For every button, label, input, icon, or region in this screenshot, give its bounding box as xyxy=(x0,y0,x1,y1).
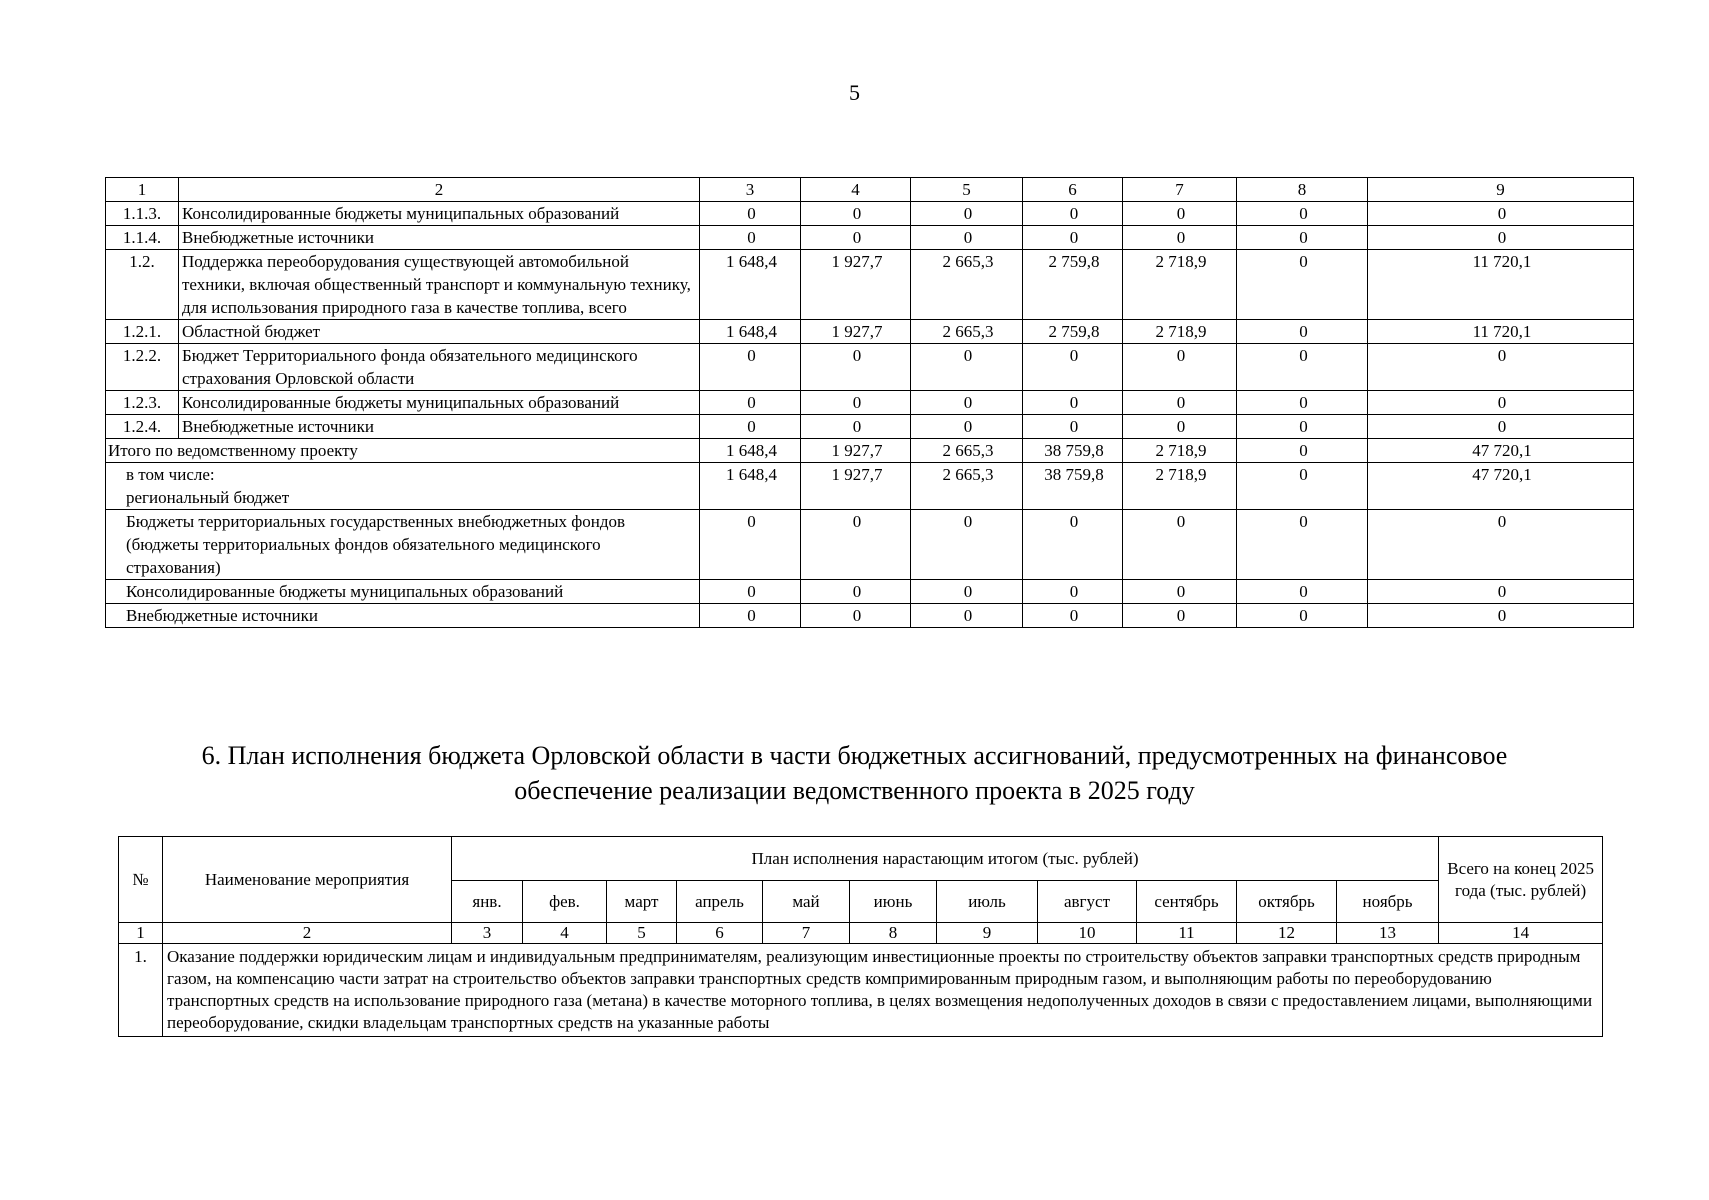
row-code: 1.2. xyxy=(106,250,179,320)
cell-value: 0 xyxy=(801,415,911,439)
row-code: 1.2.1. xyxy=(106,320,179,344)
row-name: Областной бюджет xyxy=(179,320,700,344)
cell-value: 0 xyxy=(1368,510,1634,580)
cell-value: 0 xyxy=(1237,604,1368,628)
cell-value: 2 665,3 xyxy=(911,320,1023,344)
cell-value: 2 718,9 xyxy=(1123,463,1237,510)
row-code: 1.2.4. xyxy=(106,415,179,439)
column-number: 4 xyxy=(801,178,911,202)
cell-value: 0 xyxy=(1023,202,1123,226)
col-header-plan: План исполнения нарастающим итогом (тыс. рублей) xyxy=(452,837,1439,881)
cell-value: 2 718,9 xyxy=(1123,439,1237,463)
column-number: 13 xyxy=(1337,923,1439,944)
month-header: июнь xyxy=(850,881,937,923)
cell-value: 0 xyxy=(801,604,911,628)
cell-value: 0 xyxy=(911,604,1023,628)
column-number: 6 xyxy=(677,923,763,944)
cell-value: 0 xyxy=(700,226,801,250)
cell-value: 0 xyxy=(1237,202,1368,226)
row-description: Оказание поддержки юридическим лицам и индивидуальным предпринимателям, реализующим инвестиционные проекты по строительству объектов заправки транспортных средств природным газом, на компенсацию части затрат на строительство объектов заправки транспортных средств компримированным природным газом, и выполняющим работы по переоборудованию транспортных средств на использование природного газа (метана) в качестве моторного топлива, в целях возмещения недополученных доходов в связи с предоставлением лицами, выполняющими переоборудование, скидки владельцам транспортных средств на указанные работы xyxy=(163,944,1603,1037)
month-header: фев. xyxy=(523,881,607,923)
cell-value: 2 718,9 xyxy=(1123,250,1237,320)
cell-value: 0 xyxy=(700,604,801,628)
cell-value: 0 xyxy=(801,226,911,250)
cell-value: 0 xyxy=(1368,202,1634,226)
row-code: 1.2.2. xyxy=(106,344,179,391)
column-number: 5 xyxy=(607,923,677,944)
cell-value: 11 720,1 xyxy=(1368,250,1634,320)
row-number: 1. xyxy=(119,944,163,1037)
cell-value: 38 759,8 xyxy=(1023,439,1123,463)
col-header-name: Наименование мероприятия xyxy=(163,837,452,923)
cell-value: 11 720,1 xyxy=(1368,320,1634,344)
sub-row xyxy=(106,604,1634,628)
budget-table xyxy=(105,177,1634,628)
row-name: Консолидированные бюджеты муниципальных образований xyxy=(179,202,700,226)
cell-value: 0 xyxy=(1368,415,1634,439)
cell-value: 0 xyxy=(801,391,911,415)
cell-value: 2 665,3 xyxy=(911,463,1023,510)
plan-header-row xyxy=(119,837,1603,881)
cell-value: 0 xyxy=(1123,344,1237,391)
cell-value: 0 xyxy=(1123,391,1237,415)
column-number: 9 xyxy=(1368,178,1634,202)
table-row xyxy=(106,226,1634,250)
table-row xyxy=(106,250,1634,320)
column-number-row xyxy=(119,923,1603,944)
cell-value: 0 xyxy=(801,510,911,580)
month-header: май xyxy=(763,881,850,923)
cell-value: 0 xyxy=(911,202,1023,226)
month-header: июль xyxy=(937,881,1038,923)
cell-value: 47 720,1 xyxy=(1368,463,1634,510)
sub-row-name: Внебюджетные источники xyxy=(106,604,700,628)
column-number: 10 xyxy=(1038,923,1137,944)
cell-value: 0 xyxy=(1023,344,1123,391)
cell-value: 0 xyxy=(1123,202,1237,226)
cell-value: 1 927,7 xyxy=(801,463,911,510)
table-row xyxy=(106,202,1634,226)
total-row xyxy=(106,439,1634,463)
column-number: 8 xyxy=(1237,178,1368,202)
section-heading-line: 6. План исполнения бюджета Орловской области в части бюджетных ассигнований, предусмотренных на финансовое xyxy=(201,741,1508,770)
cell-value: 0 xyxy=(911,391,1023,415)
column-number: 8 xyxy=(850,923,937,944)
table-row xyxy=(106,415,1634,439)
table-row xyxy=(106,391,1634,415)
section-heading xyxy=(0,738,1709,808)
row-name: Поддержка переоборудования существующей автомобильной техники, включая общественный транспорт и коммунальную технику, для использования природного газа в качестве топлива, всего xyxy=(179,250,700,320)
cell-value: 0 xyxy=(1237,226,1368,250)
cell-value: 0 xyxy=(1368,344,1634,391)
column-number: 11 xyxy=(1137,923,1237,944)
table-row xyxy=(106,320,1634,344)
sub-row-name: Бюджеты территориальных государственных внебюджетных фондов (бюджеты территориальных фондов обязательного медицинского страхования) xyxy=(106,510,700,580)
column-number: 3 xyxy=(452,923,523,944)
cell-value: 1 648,4 xyxy=(700,439,801,463)
cell-value: 1 927,7 xyxy=(801,320,911,344)
sub-row-name-line: региональный бюджет xyxy=(126,488,290,507)
cell-value: 0 xyxy=(1123,226,1237,250)
column-number: 7 xyxy=(1123,178,1237,202)
cell-value: 0 xyxy=(1368,604,1634,628)
cell-value: 47 720,1 xyxy=(1368,439,1634,463)
col-header-no: № xyxy=(119,837,163,923)
cell-value: 2 718,9 xyxy=(1123,320,1237,344)
cell-value: 0 xyxy=(1123,580,1237,604)
cell-value: 0 xyxy=(1237,439,1368,463)
cell-value: 0 xyxy=(1237,391,1368,415)
cell-value: 0 xyxy=(801,202,911,226)
section-heading-line: обеспечение реализации ведомственного проекта в 2025 году xyxy=(514,776,1195,805)
month-header: янв. xyxy=(452,881,523,923)
table-row xyxy=(106,344,1634,391)
cell-value: 0 xyxy=(700,510,801,580)
row-code: 1.1.3. xyxy=(106,202,179,226)
row-name: Внебюджетные источники xyxy=(179,415,700,439)
month-header: октябрь xyxy=(1237,881,1337,923)
row-name: Внебюджетные источники xyxy=(179,226,700,250)
cell-value: 0 xyxy=(1237,250,1368,320)
col-header-total: Всего на конец 2025 года (тыс. рублей) xyxy=(1439,837,1603,923)
cell-value: 0 xyxy=(700,415,801,439)
row-name: Бюджет Территориального фонда обязательного медицинского страхования Орловской области xyxy=(179,344,700,391)
cell-value: 2 665,3 xyxy=(911,250,1023,320)
cell-value: 1 648,4 xyxy=(700,250,801,320)
sub-row-name xyxy=(106,463,700,510)
sub-row-name-line: в том числе: xyxy=(126,465,215,484)
column-number: 7 xyxy=(763,923,850,944)
total-row-name: Итого по ведомственному проекту xyxy=(106,439,700,463)
column-number: 4 xyxy=(523,923,607,944)
cell-value: 0 xyxy=(1023,415,1123,439)
row-name: Консолидированные бюджеты муниципальных образований xyxy=(179,391,700,415)
column-number-row xyxy=(106,178,1634,202)
cell-value: 0 xyxy=(1368,226,1634,250)
month-header: март xyxy=(607,881,677,923)
column-number: 2 xyxy=(163,923,452,944)
cell-value: 0 xyxy=(911,415,1023,439)
cell-value: 0 xyxy=(700,344,801,391)
month-header: ноябрь xyxy=(1337,881,1439,923)
cell-value: 0 xyxy=(1237,580,1368,604)
cell-value: 0 xyxy=(1023,580,1123,604)
cell-value: 0 xyxy=(911,226,1023,250)
month-header: сентябрь xyxy=(1137,881,1237,923)
cell-value: 0 xyxy=(1023,226,1123,250)
cell-value: 0 xyxy=(911,580,1023,604)
column-number: 6 xyxy=(1023,178,1123,202)
sub-row xyxy=(106,463,1634,510)
cell-value: 0 xyxy=(1123,415,1237,439)
cell-value: 0 xyxy=(1237,415,1368,439)
cell-value: 2 759,8 xyxy=(1023,320,1123,344)
cell-value: 0 xyxy=(911,510,1023,580)
cell-value: 0 xyxy=(700,580,801,604)
cell-value: 1 927,7 xyxy=(801,439,911,463)
column-number: 12 xyxy=(1237,923,1337,944)
column-number: 5 xyxy=(911,178,1023,202)
cell-value: 0 xyxy=(1237,463,1368,510)
month-header: август xyxy=(1038,881,1137,923)
cell-value: 0 xyxy=(801,580,911,604)
plan-table xyxy=(118,836,1603,1037)
cell-value: 0 xyxy=(1123,604,1237,628)
row-code: 1.1.4. xyxy=(106,226,179,250)
cell-value: 0 xyxy=(1368,391,1634,415)
cell-value: 1 927,7 xyxy=(801,250,911,320)
cell-value: 2 759,8 xyxy=(1023,250,1123,320)
column-number: 3 xyxy=(700,178,801,202)
cell-value: 0 xyxy=(1368,580,1634,604)
column-number: 2 xyxy=(179,178,700,202)
cell-value: 0 xyxy=(911,344,1023,391)
cell-value: 38 759,8 xyxy=(1023,463,1123,510)
cell-value: 2 665,3 xyxy=(911,439,1023,463)
cell-value: 0 xyxy=(1237,510,1368,580)
cell-value: 0 xyxy=(1023,510,1123,580)
cell-value: 1 648,4 xyxy=(700,463,801,510)
cell-value: 0 xyxy=(1123,510,1237,580)
column-number: 14 xyxy=(1439,923,1603,944)
column-number: 1 xyxy=(119,923,163,944)
cell-value: 0 xyxy=(1023,391,1123,415)
cell-value: 0 xyxy=(1237,344,1368,391)
column-number: 9 xyxy=(937,923,1038,944)
cell-value: 0 xyxy=(700,391,801,415)
cell-value: 0 xyxy=(801,344,911,391)
table-row xyxy=(119,944,1603,1037)
month-header: апрель xyxy=(677,881,763,923)
cell-value: 0 xyxy=(1237,320,1368,344)
sub-row xyxy=(106,580,1634,604)
sub-row xyxy=(106,510,1634,580)
column-number: 1 xyxy=(106,178,179,202)
row-code: 1.2.3. xyxy=(106,391,179,415)
cell-value: 1 648,4 xyxy=(700,320,801,344)
cell-value: 0 xyxy=(700,202,801,226)
sub-row-name: Консолидированные бюджеты муниципальных образований xyxy=(106,580,700,604)
cell-value: 0 xyxy=(1023,604,1123,628)
page-number: 5 xyxy=(849,80,860,105)
